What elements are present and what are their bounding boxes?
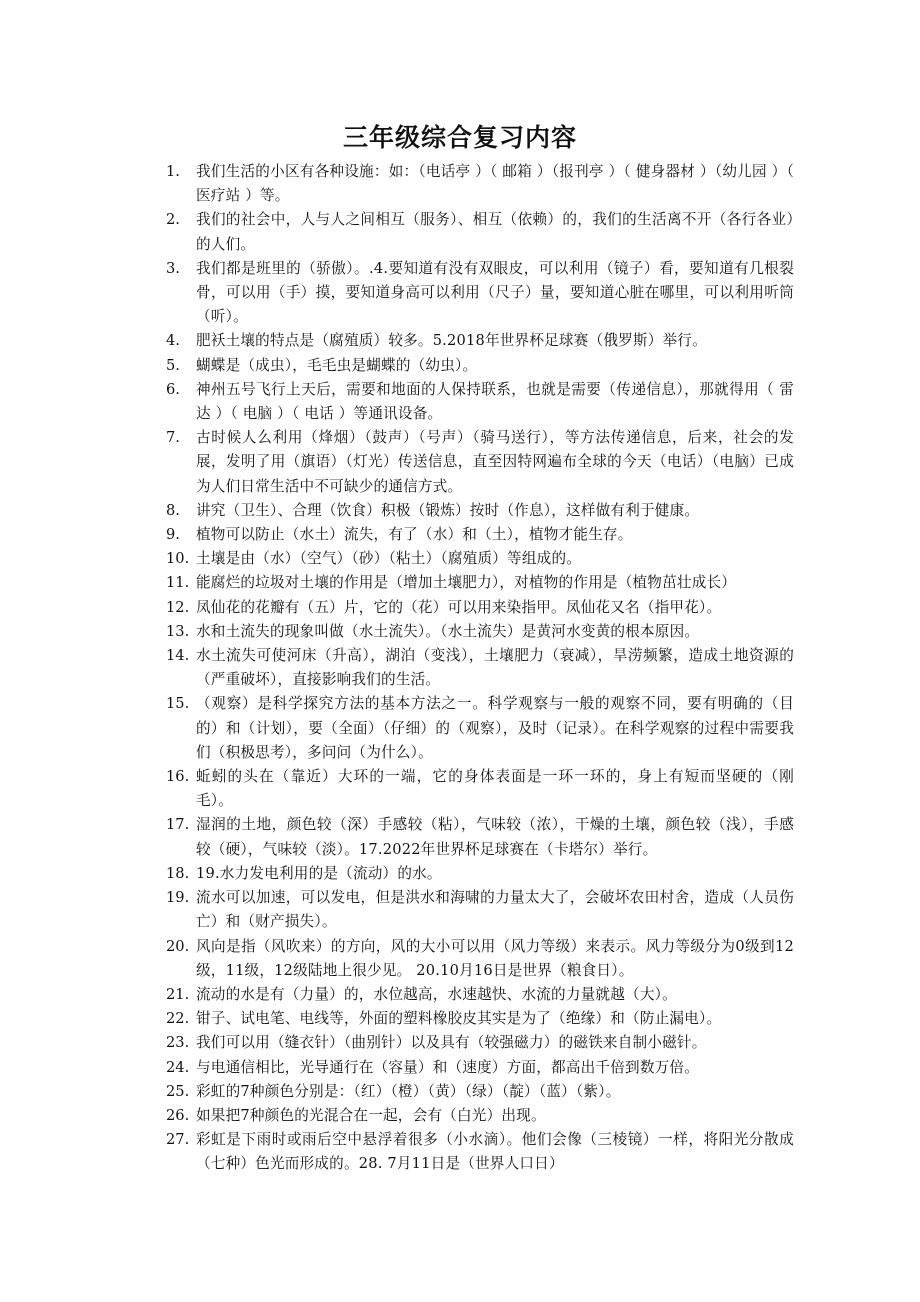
item-text: 讲究（卫生）、合理（饮食）积极（锻炼）按时（作息），这样做有利于健康。: [196, 501, 700, 519]
item-text: 蚯蚓的头在（靠近）大环的一端，它的身体表面是一环一环的，身上有短而坚硬的（刚毛）。: [196, 768, 794, 810]
list-item: [166, 813, 794, 861]
item-text: 能腐烂的垃圾对土壤的作用是（增加土壤肥力），对植物的作用是（植物茁壮成长）: [196, 574, 737, 592]
item-text: 我们的社会中，人与人之间相互（服务）、相互（依赖）的，我们的生活离不开（各行各业）的人们。: [196, 211, 794, 253]
item-number: 5.: [166, 356, 180, 374]
item-number: 20.: [166, 937, 190, 955]
item-number: 24.: [166, 1058, 190, 1076]
list-item: [166, 1031, 794, 1055]
item-number: 8.: [166, 501, 180, 519]
item-text: 我们都是班里的（骄傲）。.4.要知道有没有双眼皮，可以利用（镜子）看，要知道有几根裂骨，可以用（手）摸，要知道身高可以利用（尺子）量，要知道心脏在哪里，可以利用听筒（听）。: [196, 259, 794, 326]
list-item: [166, 1080, 794, 1104]
item-number: 16.: [166, 768, 190, 786]
item-number: 1.: [166, 163, 180, 180]
list-item: [166, 862, 794, 886]
list-item: [166, 378, 794, 426]
review-list: [166, 160, 794, 1177]
list-item: [166, 426, 794, 499]
list-item: [166, 1104, 794, 1128]
item-text: 水和土流失的现象叫做（水土流失）。（水土流失）是黄河水变黄的根本原因。: [196, 622, 700, 640]
item-number: 15.: [166, 695, 190, 713]
item-number: 27.: [166, 1131, 190, 1149]
list-item: [166, 620, 794, 644]
item-number: 25.: [166, 1082, 190, 1100]
list-item: [166, 354, 794, 378]
item-text: 古时候人么利用（烽烟）（鼓声）（号声）（骑马送行），等方法传递信息，后来，社会的发展，发明了用（旗语）（灯光）传送信息，直至因特网遍布全球的今天（电话）（电脑）已成为人们日常生活中不可缺少的通信方式。: [196, 429, 794, 495]
list-item: [166, 765, 794, 813]
list-item: [166, 257, 794, 330]
item-number: 4.: [166, 332, 180, 350]
item-number: 13.: [166, 622, 190, 640]
list-item: [166, 208, 794, 256]
page-title: 三年级综合复习内容: [342, 123, 577, 152]
item-text: 流水可以加速，可以发电，但是洪水和海啸的力量太大了，会破坏农田村舍，造成（人员伤亡）和（财产损失）。: [196, 889, 794, 931]
list-item: [166, 547, 794, 571]
item-number: 18.: [166, 864, 190, 882]
item-number: 26.: [166, 1106, 190, 1124]
item-text: 彩虹的7种颜色分别是：（红）（橙）（黄）（绿）（靛）（蓝）（紫）。: [196, 1082, 621, 1100]
item-number: 7.: [166, 429, 180, 447]
item-text: 19.水力发电利用的是（流动）的水。: [196, 864, 442, 882]
list-item: [166, 329, 794, 353]
item-number: 22.: [166, 1010, 190, 1028]
item-number: 12.: [166, 598, 190, 616]
item-text: 植物可以防止（水土）流失，有了（水）和（土），植物才能生存。: [196, 526, 633, 544]
item-number: 17.: [166, 816, 190, 834]
item-number: 19.: [166, 889, 190, 907]
item-text: 风向是指（风吹来）的方向，风的大小可以用（风力等级）来表示。风力等级分为0级到12级，11级，12级陆地上很少见。 20.10月16日是世界（粮食日）。: [196, 937, 794, 979]
item-text: 水土流失可使河床（升高），湖泊（变浅），土壤肥力（衰减），旱涝频繁，造成土地资源的（严重破坏），直接影响我们的生活。: [196, 647, 794, 689]
list-item: [166, 692, 794, 765]
item-number: 21.: [166, 985, 190, 1003]
item-text: （观察）是科学探究方法的基本方法之一。科学观察与一般的观察不同，要有明确的（目的）和（计划），要（全面）（仔细）的（观察），及时（记录）。在科学观察的过程中需要我们（积极思考），多问问（为什么）。: [196, 695, 794, 761]
list-item: [166, 499, 794, 523]
list-item: [166, 1007, 794, 1031]
list-item: [166, 571, 794, 595]
list-item: [166, 1128, 794, 1176]
list-item: [166, 523, 794, 547]
list-item: [166, 935, 794, 983]
item-number: 2.: [166, 211, 180, 229]
item-number: 23.: [166, 1034, 190, 1052]
item-number: 9.: [166, 526, 180, 544]
item-text: 湿润的土地，颜色较（深）手感较（粘），气味较（浓），干燥的土壤，颜色较（浅），手感较（硬），气味较（淡）。17.2022年世界杯足球赛在（卡塔尔）举行。: [196, 816, 794, 858]
item-text: 蝴蝶是（成虫），毛毛虫是蝴蝶的（幼虫）。: [196, 356, 478, 374]
item-text: 如果把7种颜色的光混合在一起，会有（白光）出现。: [196, 1106, 546, 1124]
item-text: 土壤是由（水）（空气）（砂）（粘土）（腐殖质）等组成的。: [196, 550, 582, 568]
list-item: [166, 886, 794, 934]
item-text: 与电通信相比，光导通行在（容量）和（速度）方面，都高出千倍到数万倍。: [196, 1058, 699, 1076]
item-text: 神州五号飞行上天后，需要和地面的人保持联系，也就是需要（传递信息），那就得用（ 雷达 ）（ 电脑 ）（ 电话 ）等通讯设备。: [196, 380, 794, 423]
item-text: 肥袄土壤的特点是（腐殖质）较多。5.2018年世界杯足球赛（俄罗斯）举行。: [196, 332, 707, 350]
list-item: [166, 596, 794, 620]
item-number: 14.: [166, 647, 190, 665]
list-item: [166, 644, 794, 692]
item-text: 流动的水是有（力量）的，水位越高，水速越快、水流的力量就越（大）。: [196, 985, 677, 1003]
list-item: [166, 1056, 794, 1080]
item-text: 凤仙花的花瓣有（五）片，它的（花）可以用来染指甲。凤仙花又名（指甲花）。: [196, 598, 722, 616]
item-number: 10.: [166, 550, 190, 568]
list-item: [166, 983, 794, 1007]
item-text: 钳子、试电笔、电线等，外面的塑料橡胶皮其实是为了（绝缘）和（防止漏电）。: [196, 1010, 722, 1028]
item-text: 我们生活的小区有各种设施：如：（电话亭 ）（ 邮箱 ）（报刊亭 ）（ 健身器材 ）（幼儿园 ）（ 医疗站 ）等。: [196, 163, 794, 205]
item-text: 我们可以用（缝衣针）（曲别针）以及具有（较强磁力）的磁铁来自制小磁针。: [196, 1034, 707, 1052]
item-number: 6.: [166, 380, 180, 398]
list-item: [166, 160, 794, 208]
item-number: 11.: [166, 574, 190, 592]
item-number: 3.: [166, 259, 180, 277]
item-text: 彩虹是下雨时或雨后空中悬浮着很多（小水滴）。他们会像（三棱镜）一样，将阳光分散成（七种）色光而形成的。28. 7月11日是（世界人口日）: [196, 1131, 794, 1173]
